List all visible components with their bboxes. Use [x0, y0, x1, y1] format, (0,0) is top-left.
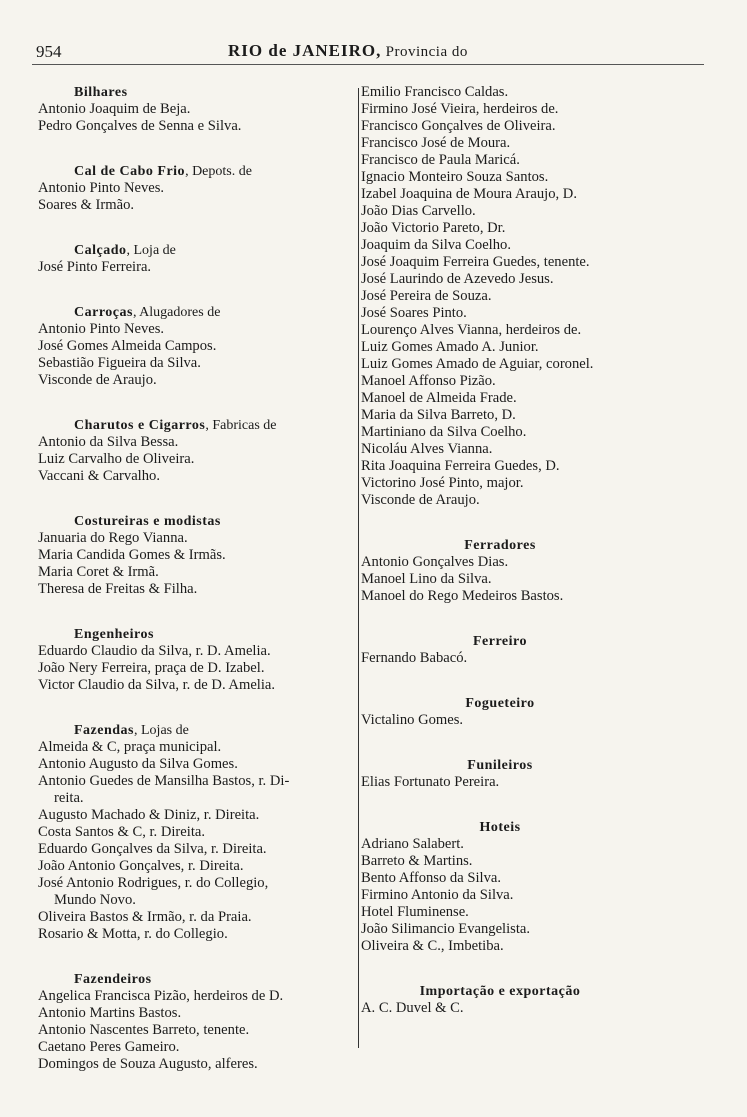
section-heading-title: Costureiras e modistas [74, 514, 221, 529]
section-heading [361, 819, 699, 836]
directory-entry: José Gomes Almeida Campos. [38, 338, 217, 354]
directory-entry: Antonio Pinto Neves. [38, 180, 165, 196]
directory-entry: Fernando Babacó. [361, 650, 468, 666]
section-heading-title: Carroças [74, 305, 133, 320]
directory-entry: Rosario & Motta, r. do Collegio. [38, 926, 228, 942]
directory-entry: Angelica Francisca Pizão, herdeiros de D. [38, 988, 284, 1004]
section-heading [361, 695, 699, 712]
directory-entry: Antonio Gonçalves Dias. [361, 554, 509, 570]
section-heading [38, 513, 360, 530]
directory-entry: Mundo Novo. [54, 892, 136, 908]
directory-entry: Emilio Francisco Caldas. [361, 84, 509, 100]
directory-entry: João Nery Ferreira, praça de D. Izabel. [38, 660, 265, 676]
directory-entry: A. C. Duvel & C. [361, 1000, 464, 1016]
directory-entry: Barreto & Martins. [361, 853, 473, 869]
directory-entry: Eduardo Claudio da Silva, r. D. Amelia. [38, 643, 271, 659]
directory-entry: José Laurindo de Azevedo Jesus. [361, 271, 554, 287]
section-fogueteiro [361, 695, 699, 729]
directory-entry: Luiz Gomes Amado A. Junior. [361, 339, 539, 355]
directory-entry: Nicoláu Alves Vianna. [361, 441, 493, 457]
directory-entry: Izabel Joaquina de Moura Araujo, D. [361, 186, 577, 202]
directory-entry: reita. [54, 790, 84, 806]
directory-entry: Hotel Fluminense. [361, 904, 469, 920]
section-hoteis [361, 819, 699, 955]
section-fazendas [38, 722, 360, 943]
section-heading [38, 971, 360, 988]
directory-entry: Antonio Augusto da Silva Gomes. [38, 756, 238, 772]
directory-entry: Manoel de Almeida Frade. [361, 390, 517, 406]
section-heading [361, 633, 699, 650]
directory-entry: João Victorio Pareto, Dr. [361, 220, 506, 236]
directory-entry: Antonio Pinto Neves. [38, 321, 165, 337]
section-heading-title: Bilhares [74, 85, 128, 100]
directory-entry: Almeida & C, praça municipal. [38, 739, 222, 755]
directory-entry: Sebastião Figueira da Silva. [38, 355, 201, 371]
section-heading [38, 626, 360, 643]
directory-entry: João Dias Carvello. [361, 203, 476, 219]
right-column [361, 84, 699, 1017]
directory-entry: José Pinto Ferreira. [38, 259, 152, 275]
directory-entry: Maria Candida Gomes & Irmãs. [38, 547, 226, 563]
section-continued [361, 84, 699, 509]
directory-entry: Pedro Gonçalves de Senna e Silva. [38, 118, 242, 134]
section-heading-title: Funileiros [467, 758, 533, 773]
running-title-sub: Provincia do [385, 44, 468, 60]
directory-entry: Francisco de Paula Maricá. [361, 152, 520, 168]
directory-entry: Ignacio Monteiro Souza Santos. [361, 169, 549, 185]
directory-entry: Adriano Salabert. [361, 836, 464, 852]
section-heading [38, 242, 360, 259]
section-heading-title: Calçado [74, 243, 127, 258]
directory-entry: Luiz Gomes Amado de Aguiar, coronel. [361, 356, 594, 372]
directory-entry: Domingos de Souza Augusto, alferes. [38, 1056, 258, 1072]
directory-entry: Maria Coret & Irmã. [38, 564, 159, 580]
running-title-main: RIO de JANEIRO, [228, 41, 382, 60]
section-heading-title: Importação e exportação [419, 984, 581, 999]
section-engenheiros [38, 626, 360, 694]
directory-entry: Rita Joaquina Ferreira Guedes, D. [361, 458, 560, 474]
section-calcado [38, 242, 360, 276]
section-heading [361, 983, 699, 1000]
directory-entry: Januaria do Rego Vianna. [38, 530, 188, 546]
section-heading-title: Engenheiros [74, 627, 154, 642]
directory-entry: Manoel Affonso Pizão. [361, 373, 496, 389]
directory-entry: Bento Affonso da Silva. [361, 870, 501, 886]
section-heading [361, 537, 699, 554]
section-heading-title: Hoteis [479, 820, 521, 835]
section-heading-suffix: , Depots. de [185, 164, 252, 179]
directory-entry: Maria da Silva Barreto, D. [361, 407, 516, 423]
directory-entry: Francisco José de Moura. [361, 135, 511, 151]
section-importacao-e-exportacao [361, 983, 699, 1017]
directory-entry: Manoel do Rego Medeiros Bastos. [361, 588, 564, 604]
directory-entry: José Soares Pinto. [361, 305, 467, 321]
section-heading-suffix: , Lojas de [134, 723, 189, 738]
directory-entry: Vaccani & Carvalho. [38, 468, 160, 484]
section-charutos-e-cigarros [38, 417, 360, 485]
directory-entry: Francisco Gonçalves de Oliveira. [361, 118, 556, 134]
section-heading-title: Ferreiro [472, 634, 527, 649]
section-heading-suffix: , Alugadores de [132, 305, 221, 320]
section-fazendeiros [38, 971, 360, 1073]
section-heading [38, 84, 360, 101]
section-ferreiro [361, 633, 699, 667]
directory-entry: Antonio Guedes de Mansilha Bastos, r. Di- [38, 773, 290, 789]
section-heading [38, 304, 360, 321]
section-heading-suffix: , Fabricas de [205, 418, 277, 433]
directory-entry: Soares & Irmão. [38, 197, 135, 213]
directory-entry: José Pereira de Souza. [361, 288, 492, 304]
running-header [32, 38, 704, 65]
directory-entry: Oliveira Bastos & Irmão, r. da Praia. [38, 909, 252, 925]
directory-entry: Visconde de Araujo. [38, 372, 157, 388]
section-heading-title: Fazendeiros [74, 972, 152, 987]
directory-entry: Eduardo Gonçalves da Silva, r. Direita. [38, 841, 267, 857]
directory-entry: Elias Fortunato Pereira. [361, 774, 500, 790]
section-heading [38, 722, 360, 739]
directory-entry: José Antonio Rodrigues, r. do Collegio, [38, 875, 269, 891]
running-title [228, 41, 468, 61]
directory-entry: Caetano Peres Gameiro. [38, 1039, 180, 1055]
directory-entry: Antonio Martins Bastos. [38, 1005, 182, 1021]
section-ferradores [361, 537, 699, 605]
directory-entry: Theresa de Freitas & Filha. [38, 581, 198, 597]
directory-entry: Manoel Lino da Silva. [361, 571, 492, 587]
directory-entry: Victor Claudio da Silva, r. de D. Amelia. [38, 677, 276, 693]
section-cal-de-cabo-frio [38, 163, 360, 214]
section-heading-title: Charutos e Cigarros [74, 418, 206, 433]
section-heading [38, 163, 360, 180]
section-bilhares [38, 84, 360, 135]
left-column [38, 84, 360, 1073]
directory-entry: João Silimancio Evangelista. [361, 921, 531, 937]
page-number: 954 [36, 42, 62, 61]
section-heading [361, 757, 699, 774]
directory-entry: Lourenço Alves Vianna, herdeiros de. [361, 322, 582, 338]
section-heading-suffix: , Loja de [126, 243, 176, 258]
directory-entry: Oliveira & C., Imbetiba. [361, 938, 504, 954]
section-heading-title: Ferradores [464, 538, 536, 553]
section-costureiras-e-modistas [38, 513, 360, 598]
directory-entry: Antonio Joaquim de Beja. [38, 101, 191, 117]
directory-entry: Martiniano da Silva Coelho. [361, 424, 527, 440]
section-heading-title: Cal de Cabo Frio [74, 164, 186, 179]
directory-entry: João Antonio Gonçalves, r. Direita. [38, 858, 244, 874]
directory-entry: José Joaquim Ferreira Guedes, tenente. [361, 254, 590, 270]
directory-entry: Visconde de Araujo. [361, 492, 480, 508]
directory-entry: Luiz Carvalho de Oliveira. [38, 451, 195, 467]
directory-entry: Firmino José Vieira, herdeiros de. [361, 101, 559, 117]
directory-entry: Firmino Antonio da Silva. [361, 887, 514, 903]
directory-entry: Victorino José Pinto, major. [361, 475, 524, 491]
section-heading [38, 417, 360, 434]
section-funileiros [361, 757, 699, 791]
directory-entry: Augusto Machado & Diniz, r. Direita. [38, 807, 260, 823]
section-carrocas [38, 304, 360, 389]
directory-entry: Antonio Nascentes Barreto, tenente. [38, 1022, 250, 1038]
directory-entry: Antonio da Silva Bessa. [38, 434, 179, 450]
directory-entry: Joaquim da Silva Coelho. [361, 237, 511, 253]
section-heading-title: Fogueteiro [465, 696, 535, 711]
directory-entry: Victalino Gomes. [361, 712, 464, 728]
directory-entry: Costa Santos & C, r. Direita. [38, 824, 206, 840]
section-heading-title: Fazendas [74, 723, 134, 738]
